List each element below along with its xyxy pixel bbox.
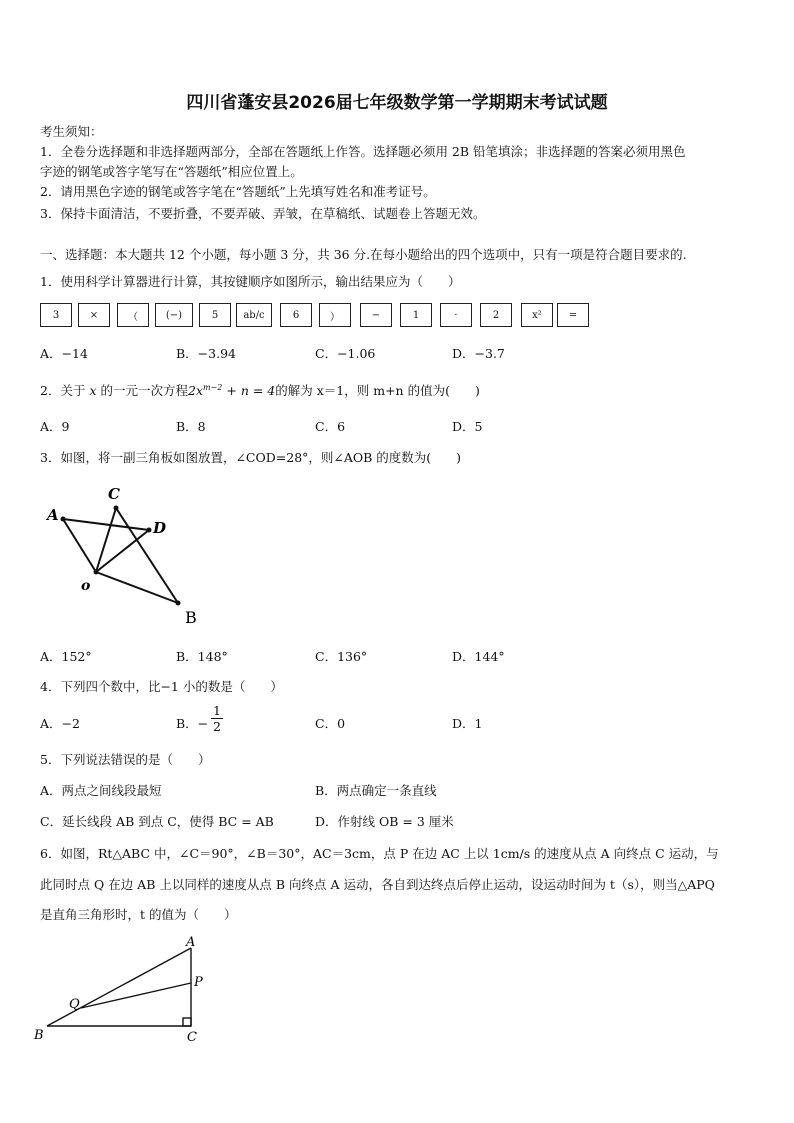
q2-eq-exponent: m−2 (203, 382, 223, 392)
calc-key: (−) (155, 303, 193, 327)
section-heading: 一、选择题：本大题共 12 个小题，每小题 3 分，共 36 分.在每小题给出的四个选项中，只有一项是符合题目要求的. (40, 247, 687, 262)
notice-item-3: 3．保持卡面清洁，不要折叠，不要弄破、弄皱，在草稿纸、试题卷上答题无效。 (40, 206, 486, 221)
q2-stem-post: 的解为 x＝1，则 m+n 的值为( ) (275, 383, 480, 398)
q3-label-c: C (108, 485, 120, 503)
q6-stem-line-1: 6．如图，Rt△ABC 中，∠C＝90°，∠B＝30°，AC＝3cm，点 P 在边 AC 上以 1cm/s 的速度从点 A 向终点 C 运动，与 (40, 846, 719, 861)
calc-key: 2 (480, 303, 512, 327)
q3-label-a: A (47, 506, 59, 524)
q5-option-a: A．两点之间线段最短 (40, 783, 162, 798)
q2-option-b: B．8 (176, 419, 206, 434)
calc-key: 1 (400, 303, 432, 327)
q1-option-d: D．−3.7 (452, 346, 505, 361)
q1-option-a: A．−14 (40, 346, 88, 361)
calc-key: 6 (280, 303, 312, 327)
q3-triangle-figure (40, 480, 220, 630)
q4-option-c: C．0 (315, 716, 346, 731)
q2-option-c: C．6 (315, 419, 346, 434)
q2-equation (188, 383, 275, 398)
q4-option-d: D．1 (452, 716, 483, 731)
q2-eq-coef: 2 (188, 383, 196, 398)
q3-label-d: D (153, 519, 167, 537)
q6-label-b: B (34, 1028, 44, 1043)
notice-item-2: 2．请用黑色字迹的钢笔或答字笔在“答题纸”上先填写姓名和准考证号。 (40, 184, 436, 199)
q3-option-c: C．136° (315, 649, 368, 664)
q2-variable-x: x (89, 383, 97, 398)
calc-key: 3 (40, 303, 72, 327)
q2-option-a: A．9 (40, 419, 70, 434)
q5-option-d: D．作射线 OB = 3 厘米 (315, 814, 454, 829)
notice-heading: 考生须知： (40, 124, 103, 139)
q3-label-o: o (81, 578, 91, 594)
calc-key: ） (319, 303, 351, 327)
calc-key: − (360, 303, 392, 327)
q2-eq-base: x (195, 383, 204, 398)
calc-key: × (78, 303, 110, 327)
q3-option-b: B．148° (176, 649, 228, 664)
q3-option-d: D．144° (452, 649, 505, 664)
q6-label-p: P (194, 975, 203, 990)
q5-option-c: C．延长线段 AB 到点 C，使得 BC = AB (40, 814, 274, 829)
q2-stem-pre: 2．关于 (40, 383, 86, 398)
q5-stem: 5．下列说法错误的是（ ） (40, 752, 211, 767)
q2-stem (40, 381, 480, 399)
calc-key: = (557, 303, 589, 327)
calc-key: （ (117, 303, 149, 327)
q3-option-a: A．152° (40, 649, 92, 664)
calc-key: x² (521, 303, 553, 327)
q2-option-d: D．5 (452, 419, 483, 434)
q2-stem-mid: 的一元一次方程 (100, 383, 188, 398)
q6-right-triangle-figure (30, 930, 220, 1050)
notice-item-1-cont: 字迹的钢笔或答字笔写在“答题纸”相应位置上。 (40, 164, 303, 179)
q4-stem: 4．下列四个数中，比−1 小的数是（ ） (40, 679, 283, 694)
calc-key: ab/c (236, 303, 272, 327)
q4-fraction (211, 703, 223, 734)
q6-stem-line-2: 此同时点 Q 在边 AB 上以同样的速度从点 B 向终点 A 运动，各自到达终点后停止运动，设运动时间为 t（s），则当△APQ (40, 877, 715, 892)
notice-item-1: 1．全卷分选择题和非选择题两部分，全部在答题纸上作答。选择题必须用 2B 铅笔填涂；非选择题的答案必须用黑色 (40, 144, 686, 159)
q6-stem-line-3: 是直角三角形时，t 的值为（ ） (40, 907, 237, 922)
q1-stem: 1．使用科学计算器进行计算，其按键顺序如图所示，输出结果应为（ ） (40, 274, 461, 289)
q5-option-b: B．两点确定一条直线 (315, 783, 437, 798)
q6-label-q: Q (69, 997, 80, 1012)
q6-label-a: A (186, 935, 196, 950)
page-title: 四川省蓬安县2026届七年级数学第一学期期末考试试题 (186, 93, 608, 113)
q3-stem: 3．如图，将一副三角板如图放置，∠COD=28°，则∠AOB 的度数为( ) (40, 450, 462, 465)
q3-label-b: B (185, 608, 197, 627)
calc-key: 5 (199, 303, 231, 327)
q4-option-a: A．−2 (40, 716, 80, 731)
q4-option-b: B．− (176, 716, 209, 731)
q6-label-c: C (187, 1030, 197, 1045)
q2-eq-rest: + n = 4 (222, 383, 276, 398)
q4-fraction-denominator: 2 (211, 718, 223, 734)
calc-key: · (440, 303, 472, 327)
q1-option-c: C．−1.06 (315, 346, 376, 361)
q1-option-b: B．−3.94 (176, 346, 236, 361)
q4-fraction-numerator: 1 (213, 703, 221, 718)
